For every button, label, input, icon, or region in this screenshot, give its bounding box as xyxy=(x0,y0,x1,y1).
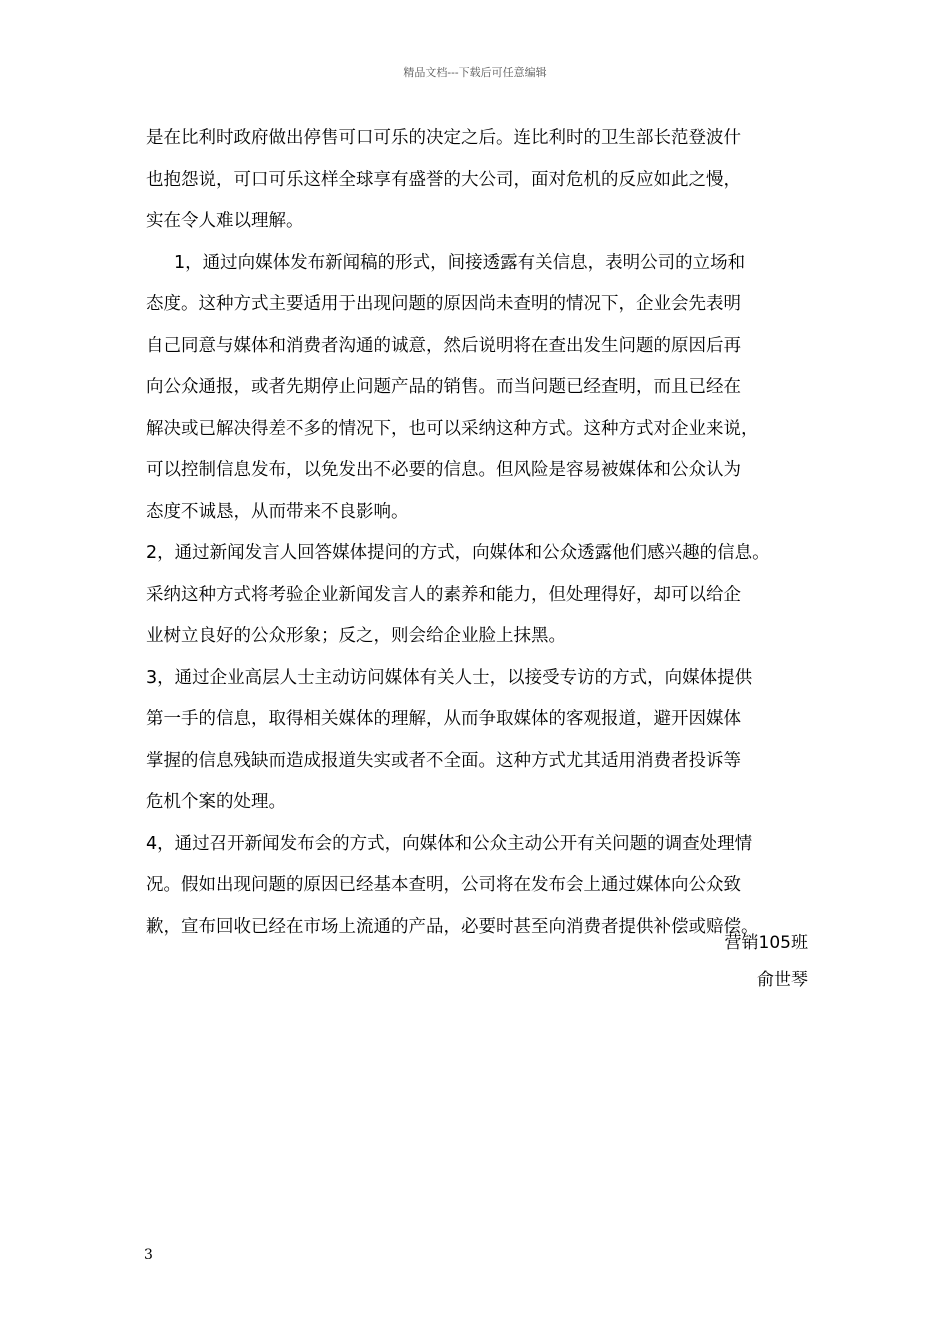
body-line: 业树立良好的公众形象；反之，则会给企业脸上抹黑。 xyxy=(146,626,566,646)
body-line: 3，通过企业高层人士主动访问媒体有关人士，以接受专访的方式，向媒体提供 xyxy=(146,667,753,688)
signature-author: 俞世琴 xyxy=(757,970,808,990)
signature-class: 营销105班 xyxy=(724,933,808,953)
body-line: 也抱怨说，可口可乐这样全球享有盛誉的大公司，面对危机的反应如此之慢， xyxy=(146,169,741,190)
page-header: 精品文档---下载后可任意编辑 xyxy=(403,66,547,79)
body-line: 向公众通报，或者先期停止问题产品的销售。而当问题已经查明，而且已经在 xyxy=(146,377,741,397)
body-line: 危机个案的处理。 xyxy=(146,792,286,812)
body-line: 态度。这种方式主要适用于出现问题的原因尚未查明的情况下，企业会先表明 xyxy=(146,294,741,314)
body-line: 2，通过新闻发言人回答媒体提问的方式，向媒体和公众透露他们感兴趣的信息。 xyxy=(146,543,770,563)
body-line: 实在令人难以理解。 xyxy=(146,211,304,231)
body-line: 可以控制信息发布，以免发出不必要的信息。但风险是容易被媒体和公众认为 xyxy=(146,460,741,480)
body-line: 自己同意与媒体和消费者沟通的诚意，然后说明将在查出发生问题的原因后再 xyxy=(146,335,741,356)
body-line: 解决或已解决得差不多的情况下，也可以采纳这种方式。这种方式对企业来说， xyxy=(146,418,759,439)
body-line: 况。假如出现问题的原因已经基本查明，公司将在发布会上通过媒体向公众致 xyxy=(146,875,741,895)
page-number: 3 xyxy=(144,1247,153,1263)
body-line: 是在比利时政府做出停售可口可乐的决定之后。连比利时的卫生部长范登波什 xyxy=(146,128,741,148)
body-line: 采纳这种方式将考验企业新闻发言人的素养和能力，但处理得好，却可以给企 xyxy=(146,584,741,605)
body-line: 态度不诚恳，从而带来不良影响。 xyxy=(146,501,409,522)
body-line: 1，通过向媒体发布新闻稿的形式，间接透露有关信息，表明公司的立场和 xyxy=(174,252,746,273)
body-line: 掌握的信息残缺而造成报道失实或者不全面。这种方式尤其适用消费者投诉等 xyxy=(146,750,741,771)
body-line: 第一手的信息，取得相关媒体的理解，从而争取媒体的客观报道，避开因媒体 xyxy=(146,709,741,729)
body-line: 歉，宣布回收已经在市场上流通的产品，必要时甚至向消费者提供补偿或赔偿。 xyxy=(146,916,759,937)
document-body xyxy=(146,124,836,954)
body-line: 4，通过召开新闻发布会的方式，向媒体和公众主动公开有关问题的调查处理情 xyxy=(146,833,753,854)
